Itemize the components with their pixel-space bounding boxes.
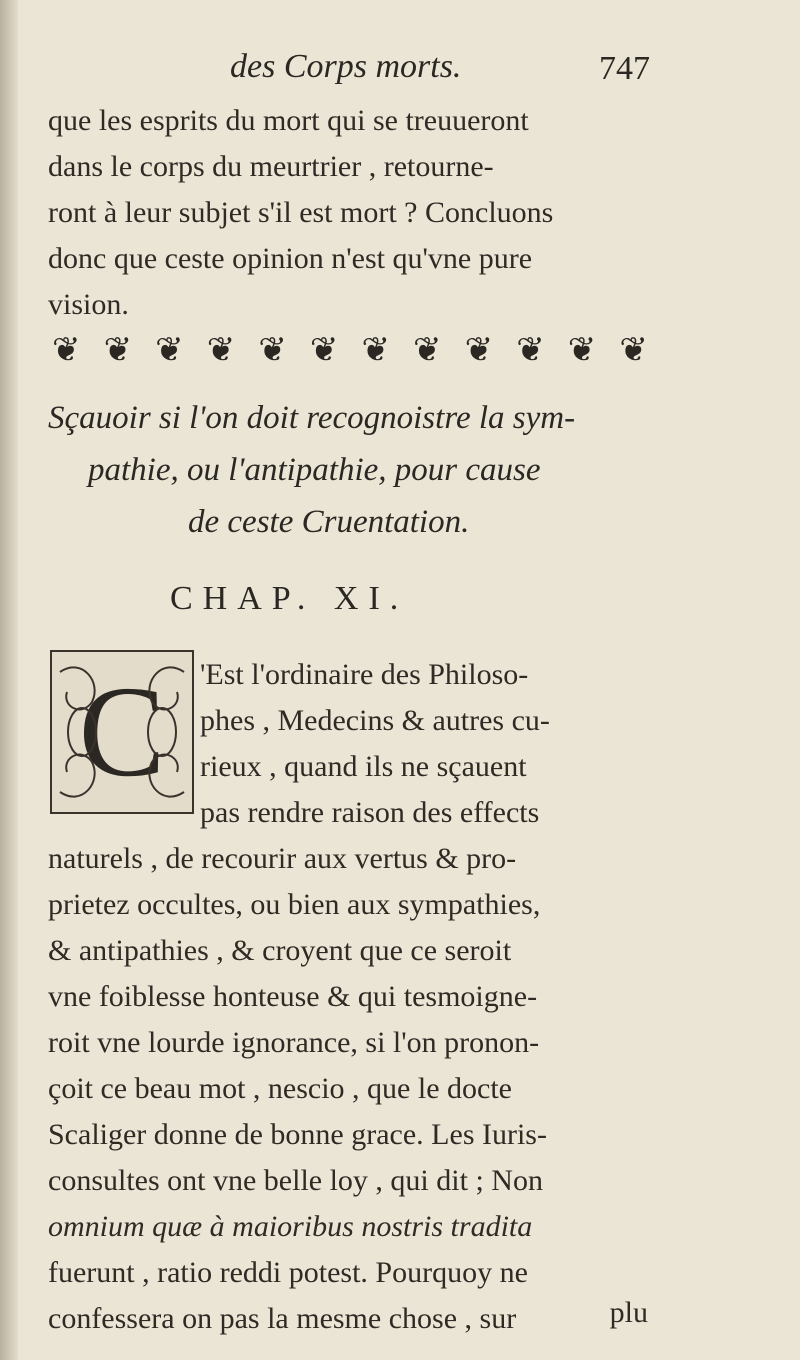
- chapter-title-line: de ceste Cruentation.: [188, 504, 470, 540]
- foliage-ornament-icon: [52, 652, 192, 812]
- text-line: 'Est l'ordinaire des Philoso-: [200, 658, 529, 691]
- chapter-heading: CHAP. XI.: [170, 580, 409, 617]
- indented-lines: [200, 652, 650, 836]
- fleuron-ornament-icon: ❦ ❦ ❦ ❦ ❦ ❦ ❦ ❦ ❦ ❦ ❦ ❦: [52, 330, 648, 370]
- text-line: vne foiblesse honteuse & qui tesmoigne-: [48, 980, 538, 1013]
- decorated-initial: [50, 650, 194, 814]
- page-gutter: [0, 0, 18, 1360]
- text-line: roit vne lourde ignorance, si l'on pronon-: [48, 1026, 540, 1059]
- text-line: omnium quæ à maioribus nostris tradita: [48, 1210, 533, 1243]
- page-number: 747: [599, 50, 650, 87]
- page-header: [230, 48, 650, 96]
- text-line: fuerunt , ratio reddi potest. Pourquoy ne: [48, 1256, 528, 1289]
- text-line: dans le corps du meurtrier , retourne-: [48, 150, 494, 183]
- text-line: ront à leur subjet s'il est mort ? Concluons: [48, 196, 554, 229]
- text-line: confessera on pas la mesme chose , sur: [48, 1302, 517, 1335]
- dropcap-letter: C: [78, 660, 166, 804]
- text-line: donc que ceste opinion n'est qu'vne pure: [48, 242, 533, 275]
- text-line: pas rendre raison des effects: [200, 796, 540, 829]
- text-line: & antipathies , & croyent que ce seroit: [48, 934, 512, 967]
- chapter-title-line: Sçauoir si l'on doit recognoistre la sym-: [48, 400, 576, 436]
- running-title: des Corps morts.: [230, 48, 462, 85]
- text-line: çoit ce beau mot , nescio , que le docte: [48, 1072, 512, 1105]
- catchword: plu: [609, 1296, 648, 1329]
- text-line: vision.: [48, 288, 129, 321]
- top-paragraph: [48, 98, 652, 328]
- text-line: naturels , de recourir aux vertus & pro-: [48, 842, 517, 875]
- chapter-title-line: pathie, ou l'antipathie, pour cause: [88, 452, 541, 488]
- text-line: phes , Medecins & autres cu-: [200, 704, 550, 737]
- text-line: Scaliger donne de bonne grace. Les Iuris-: [48, 1118, 547, 1151]
- text-line: prietez occultes, ou bien aux sympathies,: [48, 888, 541, 921]
- body-paragraph: [48, 836, 652, 1342]
- text-line: rieux , quand ils ne sçauent: [200, 750, 527, 783]
- text-line: consultes ont vne belle loy , qui dit ; Non: [48, 1164, 543, 1197]
- text-line: que les esprits du mort qui se treuueront: [48, 104, 529, 137]
- chapter-title: [48, 392, 652, 548]
